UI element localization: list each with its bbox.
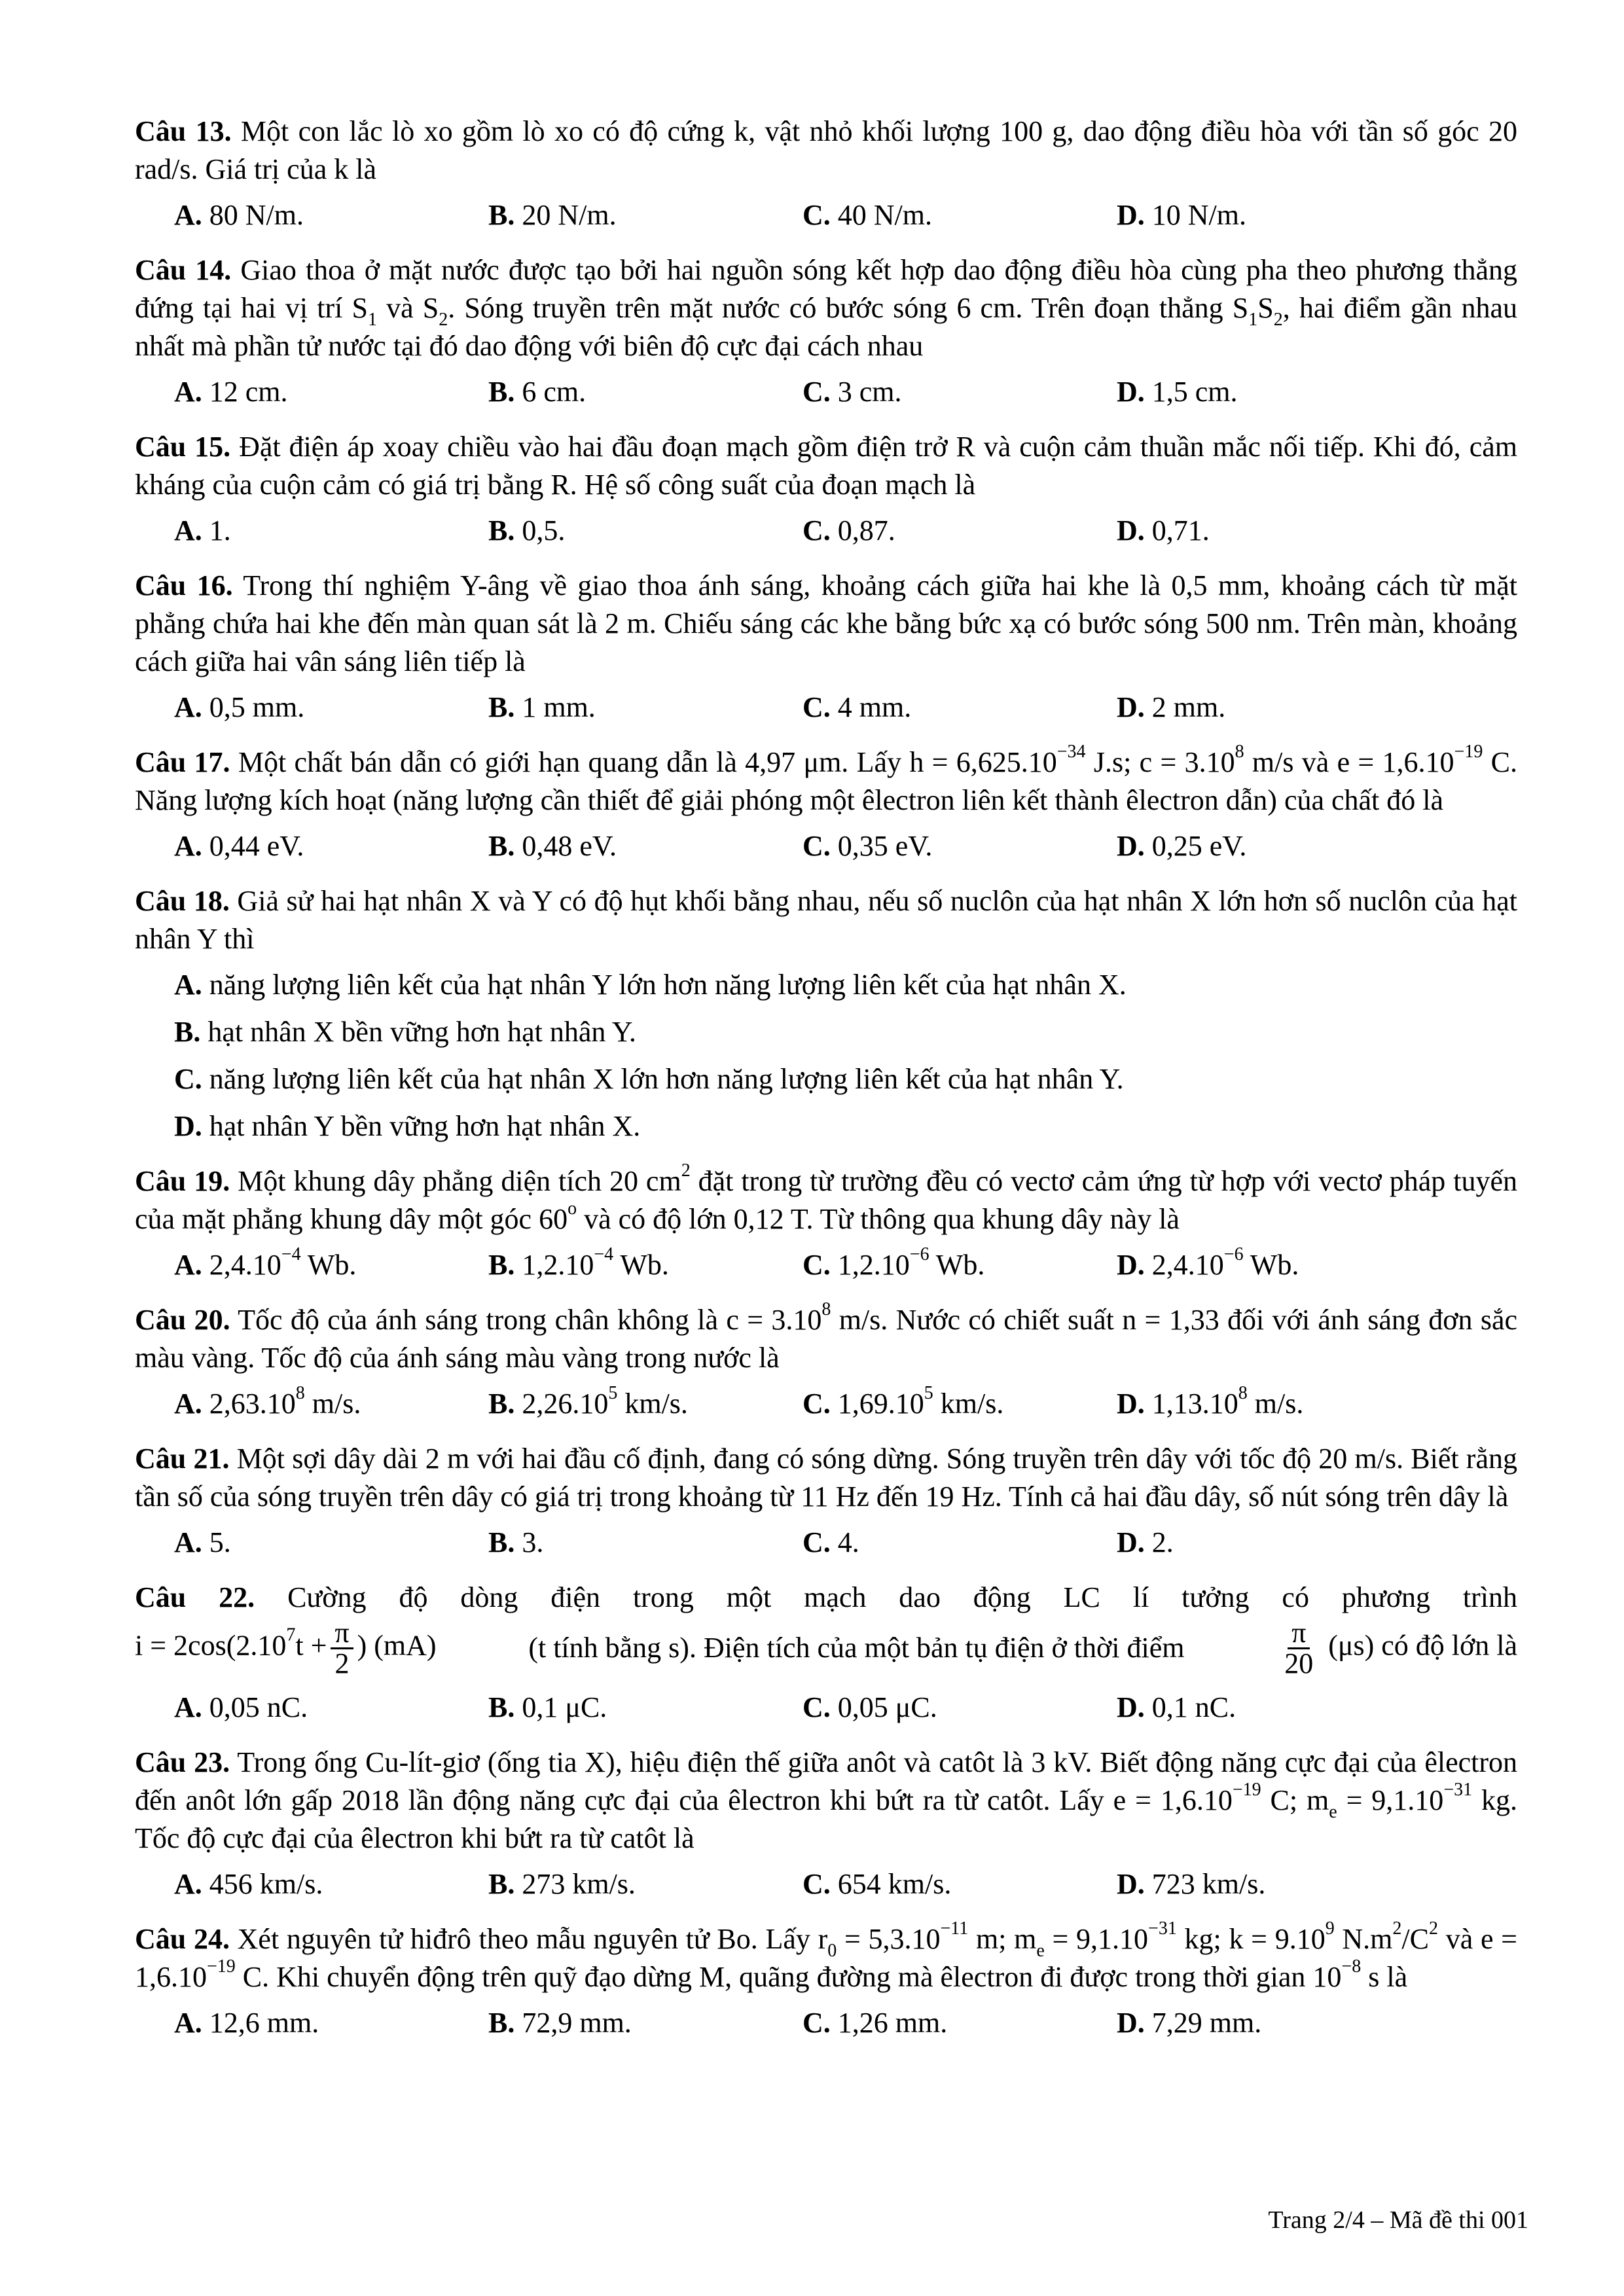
fraction-pi-over-20 (1280, 1616, 1317, 1679)
option-text: 12,6 mm. (209, 2007, 319, 2039)
option-text: 273 km/s. (522, 1868, 636, 1900)
superscript: 2 (1429, 1918, 1438, 1939)
stem-text: Cường độ dòng điện trong một mạch dao động LC lí tưởng có phương trình (255, 1581, 1517, 1613)
question-22 (135, 1579, 1517, 1727)
option-text: 0,05 μC. (837, 1691, 937, 1723)
stem-text: Đặt điện áp xoay chiều vào hai đầu đoạn mạch gồm điện trở R và cuộn cảm thuần mắc nối tiếp. Khi đó, cảm kháng của cuộn cảm có giá trị bằng R. Hệ số công suất của đoạn mạch là (135, 431, 1518, 501)
question-24-label: Câu 24. (135, 1923, 230, 1955)
option-b (488, 373, 803, 411)
option-text: 4 mm. (837, 691, 912, 723)
option-unit: km/s. (617, 1388, 688, 1420)
question-20-label: Câu 20. (135, 1304, 230, 1336)
option-letter: B. (488, 1526, 515, 1558)
option-a (174, 827, 488, 865)
stem-text: Giao thoa ở mặt nước được tạo bởi hai nguồn sóng kết hợp dao động điều hòa cùng pha theo phương thẳng đứng tại hai vị trí S (135, 254, 1517, 324)
question-16-options (135, 689, 1517, 726)
option-a (174, 966, 1517, 1004)
question-20-stem (135, 1301, 1517, 1377)
stem-text: kg; k = 9.10 (1176, 1923, 1326, 1955)
option-c (803, 1385, 1117, 1423)
option-letter: A. (174, 969, 202, 1001)
option-letter: C. (803, 1868, 831, 1900)
stem-text: = 9,1.10 (1044, 1923, 1149, 1955)
question-19-label: Câu 19. (135, 1165, 230, 1197)
option-b (174, 1013, 1517, 1051)
question-18-label: Câu 18. (135, 885, 230, 917)
option-b (488, 1689, 803, 1727)
fraction-denominator: 2 (334, 1647, 350, 1679)
option-text: 1,5 cm. (1151, 376, 1238, 408)
option-c (803, 2004, 1117, 2042)
option-letter: B. (488, 691, 515, 723)
question-23-stem (135, 1744, 1517, 1857)
option-unit: Wb. (1243, 1249, 1299, 1281)
option-d (1117, 1385, 1303, 1423)
superscript: −6 (909, 1244, 929, 1265)
question-22-stem (135, 1579, 1517, 1617)
option-letter: A. (174, 1868, 202, 1900)
fraction-denominator: 20 (1284, 1647, 1314, 1679)
question-24 (135, 1920, 1517, 2042)
option-b (488, 1385, 803, 1423)
option-text: 2,4.10 (1151, 1249, 1224, 1281)
option-b (488, 512, 803, 550)
question-15-options (135, 512, 1517, 550)
question-17-label: Câu 17. (135, 746, 230, 778)
subscript: 2 (1273, 310, 1283, 330)
stem-text: (μs) có độ lớn là (1328, 1629, 1517, 1662)
option-text: 1,26 mm. (837, 2007, 948, 2039)
option-letter: D. (1117, 691, 1145, 723)
option-text: 2,26.10 (522, 1388, 609, 1420)
question-19-stem (135, 1162, 1517, 1238)
superscript: 8 (1235, 742, 1244, 762)
superscript: −34 (1056, 742, 1086, 762)
question-17-options (135, 827, 1517, 865)
option-a (174, 1689, 488, 1727)
option-text: 80 N/m. (209, 199, 304, 231)
superscript: 7 (286, 1624, 296, 1645)
superscript: 9 (1325, 1918, 1335, 1939)
option-letter: C. (803, 830, 831, 862)
question-22-options (135, 1689, 1517, 1727)
option-text: 0,35 eV. (837, 830, 933, 862)
option-letter: D. (1117, 830, 1145, 862)
superscript: 8 (295, 1383, 305, 1403)
option-letter: C. (803, 691, 831, 723)
option-text: 654 km/s. (837, 1868, 952, 1900)
question-20 (135, 1301, 1517, 1423)
option-b (488, 1524, 803, 1562)
option-letter: D. (1117, 199, 1145, 231)
stem-text: kg. Tốc độ cực đại của êlectron khi bứt ra từ catôt là (135, 1784, 1518, 1854)
option-d (1117, 512, 1210, 550)
stem-text: Một khung dây phẳng diện tích 20 cm (230, 1165, 681, 1197)
option-c (803, 1246, 1117, 1284)
option-d (1117, 1246, 1299, 1284)
option-letter: A. (174, 2007, 202, 2039)
option-d (1117, 1524, 1174, 1562)
stem-text: . Sóng truyền trên mặt nước có bước sóng 6 cm. Trên đoạn thẳng S (448, 292, 1249, 324)
question-13-stem (135, 113, 1517, 188)
fraction-numerator: π (331, 1619, 353, 1649)
question-17 (135, 744, 1517, 865)
question-19 (135, 1162, 1517, 1284)
option-text: 0,1 μC. (522, 1691, 607, 1723)
option-text: 0,87. (837, 514, 895, 547)
question-23-options (135, 1865, 1517, 1903)
option-letter: A. (174, 691, 202, 723)
subscript: e (1036, 1941, 1045, 1961)
current-equation (135, 1616, 437, 1679)
superscript: −19 (207, 1956, 236, 1977)
equation-text: t + (295, 1629, 327, 1662)
option-text: 0,5 mm. (209, 691, 305, 723)
option-text: 2 mm. (1151, 691, 1226, 723)
exam-page (135, 113, 1517, 2059)
option-d (1117, 2004, 1261, 2042)
question-13-label: Câu 13. (135, 115, 232, 147)
question-20-options (135, 1385, 1517, 1423)
option-d (1117, 1689, 1236, 1727)
option-letter: A. (174, 1691, 202, 1723)
option-a (174, 689, 488, 726)
option-text: 1,2.10 (522, 1249, 594, 1281)
option-text: 0,1 nC. (1151, 1691, 1236, 1723)
option-letter: C. (803, 1388, 831, 1420)
equation-text: i = 2cos(2.10 (135, 1629, 287, 1662)
option-letter: A. (174, 1249, 202, 1281)
question-21 (135, 1440, 1517, 1562)
stem-text: m/s và e = 1,6.10 (1244, 746, 1454, 778)
option-text: năng lượng liên kết của hạt nhân X lớn hơn năng lượng liên kết của hạt nhân Y. (209, 1063, 1124, 1095)
option-letter: B. (488, 830, 515, 862)
superscript: −11 (940, 1918, 969, 1939)
option-letter: B. (488, 199, 515, 231)
stem-text: Một chất bán dẫn có giới hạn quang dẫn là 4,97 μm. Lấy h = 6,625.10 (230, 746, 1057, 778)
option-letter: B. (488, 1388, 515, 1420)
option-unit: m/s. (1247, 1388, 1304, 1420)
stem-text: Trong ống Cu-lít-giơ (ống tia X), hiệu điện thế giữa anôt và catôt là 3 kV. Biết động năng cực đại của êlectron đến anôt lớn gấp 2018 lần động năng cực đại của êlectron khi bứt ra từ catôt. Lấy e = 1,6.10 (135, 1746, 1518, 1816)
option-text: 723 km/s. (1151, 1868, 1266, 1900)
option-text: 4. (837, 1526, 859, 1558)
stem-text: , hai điểm gần nhau nhất mà phần tử nước tại đó dao động với biên độ cực đại cách nhau (135, 292, 1517, 362)
question-14 (135, 251, 1517, 411)
superscript: 5 (924, 1383, 933, 1403)
option-d (1117, 1865, 1265, 1903)
option-text: 0,48 eV. (522, 830, 617, 862)
question-19-options (135, 1246, 1517, 1284)
option-letter: C. (803, 199, 831, 231)
option-text: 0,44 eV. (209, 830, 304, 862)
option-letter: B. (488, 1868, 515, 1900)
superscript: o (568, 1198, 577, 1219)
option-letter: B. (488, 376, 515, 408)
option-letter: B. (488, 2007, 515, 2039)
fraction-pi-over-2 (331, 1616, 353, 1679)
superscript: 2 (1392, 1918, 1402, 1939)
question-13 (135, 113, 1517, 234)
option-letter: B. (488, 514, 515, 547)
stem-text: C. Năng lượng kích hoạt (năng lượng cần thiết để giải phóng một êlectron liên kết thành êlectron dẫn) của chất đó là (135, 746, 1517, 816)
option-letter: D. (1117, 1388, 1145, 1420)
stem-text: = 5,3.10 (837, 1923, 941, 1955)
question-16-label: Câu 16. (135, 569, 233, 601)
page-footer: Trang 2/4 – Mã đề thi 001 (1268, 2206, 1528, 2234)
stem-text: S (1257, 292, 1274, 324)
option-text: hạt nhân Y bền vững hơn hạt nhân X. (209, 1110, 641, 1142)
stem-text: Giả sử hai hạt nhân X và Y có độ hụt khối bằng nhau, nếu số nuclôn của hạt nhân X lớn hơn số nuclôn của hạt nhân Y thì (135, 885, 1517, 955)
option-text: 6 cm. (522, 376, 586, 408)
question-18 (135, 882, 1517, 1145)
stem-text: N.m (1334, 1923, 1393, 1955)
option-letter: C. (803, 1526, 831, 1558)
option-text: 0,5. (522, 514, 566, 547)
option-d (1117, 689, 1225, 726)
option-a (174, 1246, 488, 1284)
time-value (1276, 1616, 1517, 1679)
stem-text: C; m (1261, 1784, 1329, 1816)
superscript: −31 (1443, 1780, 1473, 1800)
question-14-options (135, 373, 1517, 411)
stem-text: Xét nguyên tử hiđrô theo mẫu nguyên tử Bo. Lấy r (229, 1923, 828, 1955)
option-letter: B. (488, 1691, 515, 1723)
question-14-label: Câu 14. (135, 254, 232, 286)
question-14-stem (135, 251, 1517, 365)
question-23 (135, 1744, 1517, 1903)
option-letter: C. (803, 1691, 831, 1723)
question-15-label: Câu 15. (135, 431, 231, 463)
question-17-stem (135, 744, 1517, 819)
option-c (174, 1060, 1517, 1098)
superscript: −4 (594, 1244, 614, 1265)
subscript: 0 (827, 1941, 837, 1961)
stem-text: và có độ lớn 0,12 T. Từ thông qua khung dây này là (577, 1203, 1180, 1235)
option-c (803, 1689, 1117, 1727)
option-c (803, 827, 1117, 865)
option-text: 0,71. (1151, 514, 1210, 547)
option-letter: A. (174, 1526, 202, 1558)
question-21-options (135, 1524, 1517, 1562)
option-d (1117, 827, 1246, 865)
stem-text: Một sợi dây dài 2 m với hai đầu cố định, đang có sóng dừng. Sóng truyền trên dây với tốc độ 20 m/s. Biết rằng tần số của sóng truyền trên dây có giá trị trong khoảng từ 11 Hz đến 19 Hz. Tính cả hai đầu dây, số nút sóng trên dây là (135, 1443, 1517, 1513)
option-text: 1. (209, 514, 231, 547)
subscript: e (1329, 1802, 1337, 1822)
option-letter: B. (174, 1016, 201, 1048)
stem-text: s là (1361, 1961, 1408, 1993)
option-letter: A. (174, 1388, 202, 1420)
option-c (803, 1865, 1117, 1903)
option-letter: A. (174, 199, 202, 231)
option-b (488, 689, 803, 726)
option-text: 12 cm. (209, 376, 288, 408)
question-21-stem (135, 1440, 1517, 1516)
question-21-label: Câu 21. (135, 1443, 230, 1475)
superscript: −4 (281, 1244, 301, 1265)
option-b (488, 196, 803, 234)
question-23-label: Câu 23. (135, 1746, 230, 1778)
question-13-options (135, 196, 1517, 234)
option-text: 0,05 nC. (209, 1691, 308, 1723)
option-c (803, 196, 1117, 234)
stem-text: C. Khi chuyển động trên quỹ đạo dừng M, quãng đường mà êlectron đi được trong thời gian 10 (235, 1961, 1342, 1993)
option-text: 1,69.10 (837, 1388, 924, 1420)
option-text: 0,25 eV. (1151, 830, 1247, 862)
option-c (803, 689, 1117, 726)
option-letter: D. (1117, 514, 1145, 547)
option-letter: D. (1117, 1868, 1145, 1900)
option-text: 40 N/m. (837, 199, 933, 231)
question-13-text: Một con lắc lò xo gồm lò xo có độ cứng k, vật nhỏ khối lượng 100 g, dao động điều hòa với tần số góc 20 rad/s. Giá trị của k là (135, 115, 1517, 185)
option-text: 1 mm. (522, 691, 596, 723)
option-text: 2,4.10 (209, 1249, 281, 1281)
option-c (803, 373, 1117, 411)
option-a (174, 2004, 488, 2042)
option-c (803, 1524, 1117, 1562)
option-d (174, 1107, 1517, 1145)
equation-text: ) (mA) (357, 1629, 437, 1662)
stem-text: m/s. Nước có chiết suất n = 1,33 đối với ánh sáng đơn sắc màu vàng. Tốc độ của ánh sáng màu vàng trong nước là (135, 1304, 1517, 1374)
option-text: 10 N/m. (1151, 199, 1247, 231)
option-text: 20 N/m. (522, 199, 617, 231)
option-d (1117, 373, 1238, 411)
stem-text: m; m (968, 1923, 1037, 1955)
option-a (174, 373, 488, 411)
question-16-stem (135, 567, 1517, 681)
option-letter: C. (174, 1063, 202, 1095)
question-22-equation-line (135, 1617, 1517, 1679)
stem-text: /C (1401, 1923, 1429, 1955)
option-letter: C. (803, 514, 831, 547)
option-letter: D. (1117, 376, 1145, 408)
option-letter: B. (488, 1249, 515, 1281)
question-24-stem (135, 1920, 1517, 1996)
option-letter: D. (1117, 1691, 1145, 1723)
option-text: 3 cm. (837, 376, 902, 408)
option-text: 2,63.10 (209, 1388, 296, 1420)
question-16 (135, 567, 1517, 726)
option-text: 3. (522, 1526, 544, 1558)
stem-text: (t tính bằng s). Điện tích của một bản tụ điện ở thời điểm (528, 1632, 1185, 1664)
option-b (488, 1246, 803, 1284)
option-b (488, 1865, 803, 1903)
option-text: 1,2.10 (837, 1249, 910, 1281)
stem-text: Trong thí nghiệm Y-âng về giao thoa ánh sáng, khoảng cách giữa hai khe là 0,5 mm, khoảng cách từ mặt phẳng chứa hai khe đến màn quan sát là 2 m. Chiếu sáng các khe bằng bức xạ có bước sóng 500 nm. Trên màn, khoảng cách giữa hai vân sáng liên tiếp là (135, 569, 1518, 677)
option-a (174, 1865, 488, 1903)
question-15 (135, 428, 1517, 550)
superscript: 8 (821, 1299, 831, 1319)
subscript: 2 (439, 310, 448, 330)
superscript: −8 (1341, 1956, 1362, 1977)
superscript: −19 (1454, 742, 1483, 762)
stem-text: đặt trong từ trường đều có vectơ cảm ứng từ hợp với vectơ pháp tuyến của mặt phẳng khung dây một góc 60 (135, 1165, 1517, 1235)
option-unit: Wb. (929, 1249, 985, 1281)
option-letter: C. (803, 376, 831, 408)
option-letter: D. (174, 1110, 202, 1142)
option-unit: Wb. (300, 1249, 357, 1281)
question-22-label: Câu 22. (135, 1581, 255, 1613)
superscript: −31 (1148, 1918, 1177, 1939)
superscript: 8 (1238, 1383, 1248, 1403)
option-text: 2. (1151, 1526, 1174, 1558)
superscript: 5 (608, 1383, 618, 1403)
stem-text: = 9,1.10 (1337, 1784, 1444, 1816)
option-a (174, 1385, 488, 1423)
option-text: năng lượng liên kết của hạt nhân Y lớn hơn năng lượng liên kết của hạt nhân X. (209, 969, 1127, 1001)
question-15-stem (135, 428, 1517, 504)
option-letter: D. (1117, 1526, 1145, 1558)
option-a (174, 512, 488, 550)
option-unit: m/s. (304, 1388, 361, 1420)
option-text: 5. (209, 1526, 231, 1558)
stem-text: Tốc độ của ánh sáng trong chân không là c = 3.10 (230, 1304, 822, 1336)
option-text: 7,29 mm. (1151, 2007, 1262, 2039)
stem-text: J.s; c = 3.10 (1085, 746, 1235, 778)
option-text: 72,9 mm. (522, 2007, 632, 2039)
option-c (803, 512, 1117, 550)
fraction-numerator: π (1288, 1619, 1310, 1649)
option-a (174, 1524, 488, 1562)
option-letter: A. (174, 514, 202, 547)
option-text: hạt nhân X bền vững hơn hạt nhân Y. (208, 1016, 636, 1048)
option-letter: C. (803, 1249, 831, 1281)
option-letter: A. (174, 376, 202, 408)
subscript: 1 (1248, 310, 1258, 330)
option-letter: D. (1117, 1249, 1145, 1281)
option-b (488, 2004, 803, 2042)
option-text: 1,13.10 (1151, 1388, 1238, 1420)
option-letter: C. (803, 2007, 831, 2039)
question-24-options (135, 2004, 1517, 2042)
option-a (174, 196, 488, 234)
subscript: 1 (367, 310, 377, 330)
stem-text: và e = 1,6.10 (135, 1923, 1517, 1993)
superscript: 2 (681, 1160, 691, 1181)
option-b (488, 827, 803, 865)
option-letter: A. (174, 830, 202, 862)
option-unit: Wb. (613, 1249, 669, 1281)
question-18-stem (135, 882, 1517, 958)
option-text: 456 km/s. (209, 1868, 323, 1900)
superscript: −6 (1223, 1244, 1244, 1265)
option-unit: km/s. (933, 1388, 1004, 1420)
superscript: −19 (1232, 1780, 1261, 1800)
stem-text: và S (376, 292, 439, 324)
option-letter: D. (1117, 2007, 1145, 2039)
option-d (1117, 196, 1246, 234)
